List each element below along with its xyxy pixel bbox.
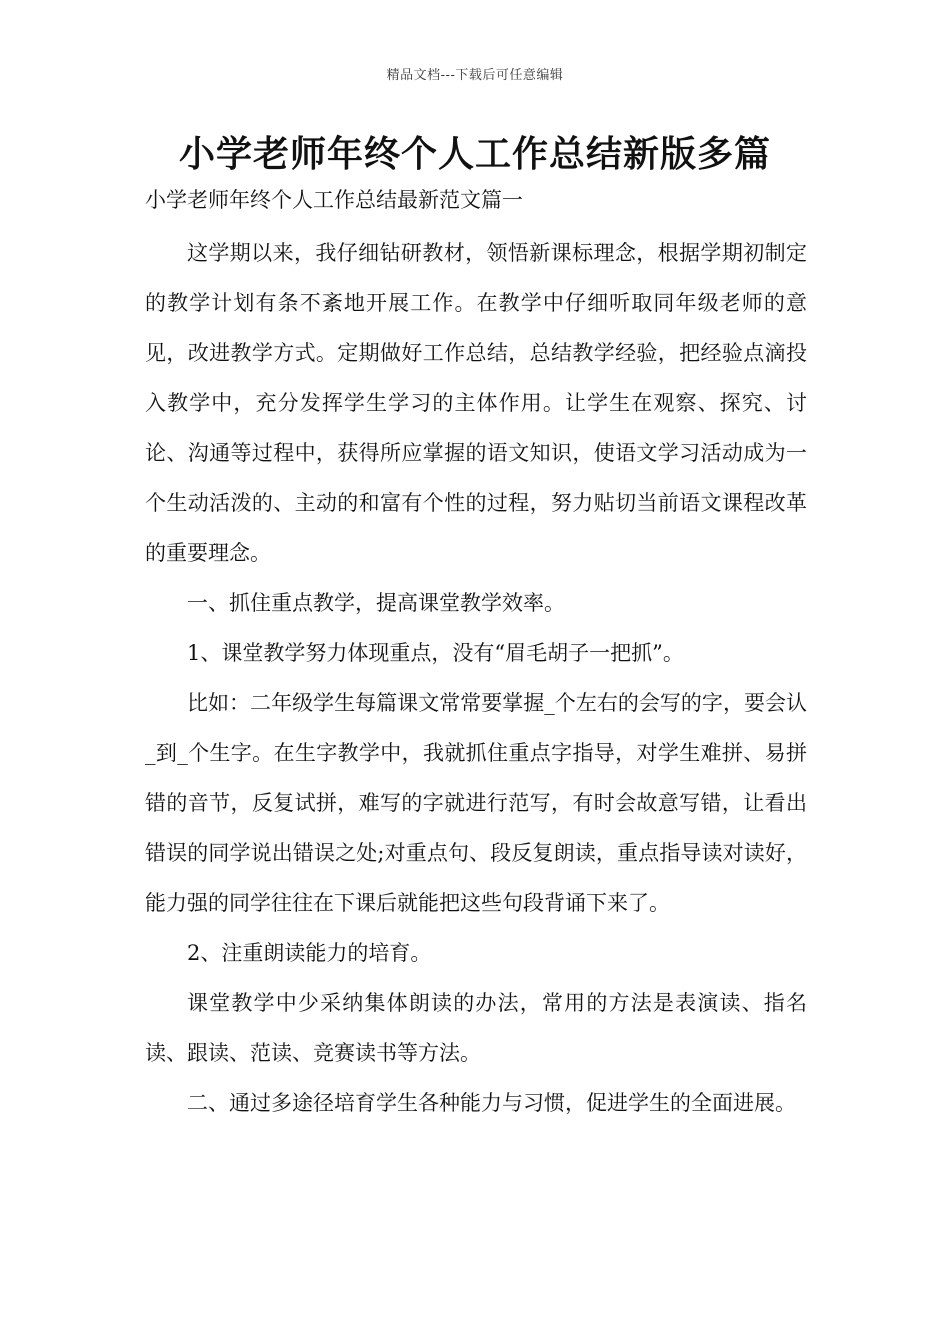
paragraph-example: 比如：二年级学生每篇课文常常要掌握_个左右的会写的字，要会认_到_个生字。在生字教学中，我就抓住重点字指导，对学生难拼、易拼错的音节，反复试拼，难写的字就进行范写，有时会故意写错，让看出错误的同学说出错误之处;对重点句、段反复朗读，重点指导读对读好，能力强的同学往往在下课后就能把这些句段背诵下来了。 (145, 691, 807, 915)
paragraph-point-1: 1、课堂教学努力体现重点，没有“眉毛胡子一把抓”。 (187, 641, 684, 665)
paragraph-heading-2: 二、通过多途径培育学生各种能力与习惯，促进学生的全面进展。 (187, 1091, 796, 1115)
document-title: 小学老师年终个人工作总结新版多篇 (178, 133, 771, 175)
paragraph-point-2: 2、注重朗读能力的培育。 (187, 941, 432, 965)
document-subtitle: 小学老师年终个人工作总结最新范文篇一 (145, 188, 523, 212)
header-note: 精品文档---下载后可任意编辑 (386, 68, 564, 83)
paragraph-reading-methods: 课堂教学中少采纳集体朗读的办法，常用的方法是表演读、指名读、跟读、范读、竞赛读书等方法。 (145, 991, 807, 1065)
document-body (145, 228, 807, 1128)
paragraph-heading-1: 一、抓住重点教学，提高课堂教学效率。 (187, 591, 565, 615)
paragraph-intro: 这学期以来，我仔细钻研教材，领悟新课标理念，根据学期初制定的教学计划有条不紊地开展工作。在教学中仔细听取同年级老师的意见，改进教学方式。定期做好工作总结，总结教学经验，把经验点滴投入教学中，充分发挥学生学习的主体作用。让学生在观察、探究、讨论、沟通等过程中，获得所应掌握的语文知识，使语文学习活动成为一个生动活泼的、主动的和富有个性的过程，努力贴切当前语文课程改革的重要理念。 (145, 241, 807, 565)
